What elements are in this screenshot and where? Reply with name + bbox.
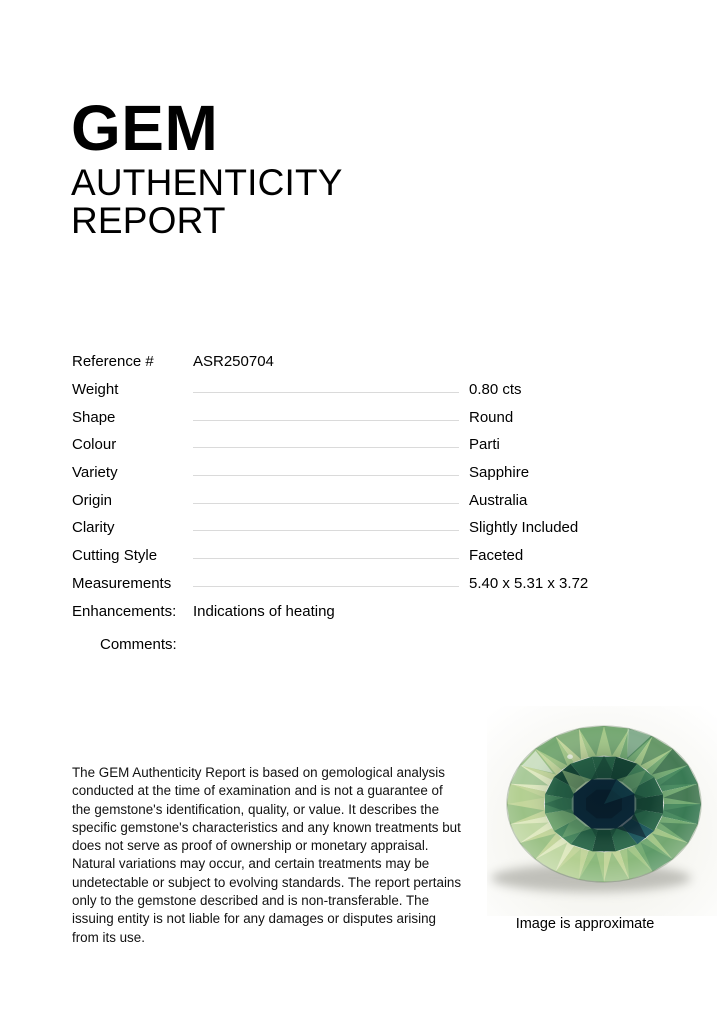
field-label: Reference #	[72, 353, 154, 371]
field-row	[72, 459, 654, 487]
leader-line	[193, 558, 459, 559]
field-label: Measurements	[72, 574, 172, 592]
field-value: Slightly Included	[469, 519, 579, 537]
field-value: 5.40 x 5.31 x 3.72	[469, 574, 589, 592]
field-row	[72, 542, 654, 570]
gem-caption: Image is approximate	[515, 916, 655, 932]
field-row	[72, 514, 654, 542]
field-row	[72, 431, 654, 459]
leader-line	[193, 392, 459, 393]
field-label: Weight	[72, 381, 119, 399]
report-header	[71, 92, 401, 241]
field-value: Faceted	[469, 547, 524, 565]
field-row	[72, 403, 654, 431]
leader-line	[193, 475, 459, 476]
leader-line	[193, 447, 459, 448]
leader-line	[193, 420, 459, 421]
field-row	[72, 597, 654, 625]
field-label: Shape	[72, 408, 116, 426]
report-subtitle: AUTHENTICITY REPORT	[71, 162, 343, 241]
field-label: Origin	[72, 491, 113, 509]
field-row	[72, 376, 654, 404]
field-value: 0.80 cts	[469, 381, 522, 399]
leader-line	[193, 586, 459, 587]
field-label: Colour	[72, 436, 117, 454]
leader-line	[193, 503, 459, 504]
report-title: GEM	[71, 92, 219, 164]
field-value: Australia	[469, 491, 528, 509]
field-label: Variety	[72, 464, 118, 482]
gemstone-photo	[487, 706, 717, 916]
field-row	[72, 570, 654, 598]
leader-line	[193, 530, 459, 531]
field-value: Parti	[469, 436, 500, 454]
field-row	[72, 348, 654, 376]
field-value: Indications of heating	[193, 602, 335, 620]
field-label: Cutting Style	[72, 547, 158, 565]
disclaimer-text: The GEM Authenticity Report is based on gemological analysis conducted at the time of examination and is not a guarantee of the gemstone's identification, quality, or value. It describes the specific gemstone's characteristics and any known treatments but does not serve as proof of ownership or monetary appraisal. Natural variations may occur, and certain treatments may be undetectable or subject to evolving standards. The report pertains only to the gemstone described and is non-transferable. The issuing entity is not liable for any damages or disputes arising from its use.	[72, 765, 462, 945]
field-value: ASR250704	[193, 353, 274, 371]
field-label: Enhancements:	[72, 602, 177, 620]
gem-facets	[507, 726, 701, 882]
field-label: Comments:	[100, 636, 177, 654]
field-value: Sapphire	[469, 464, 530, 482]
field-row	[72, 631, 654, 659]
fields-list	[72, 348, 654, 659]
field-value: Round	[469, 408, 514, 426]
field-row	[72, 486, 654, 514]
field-label: Clarity	[72, 519, 115, 537]
